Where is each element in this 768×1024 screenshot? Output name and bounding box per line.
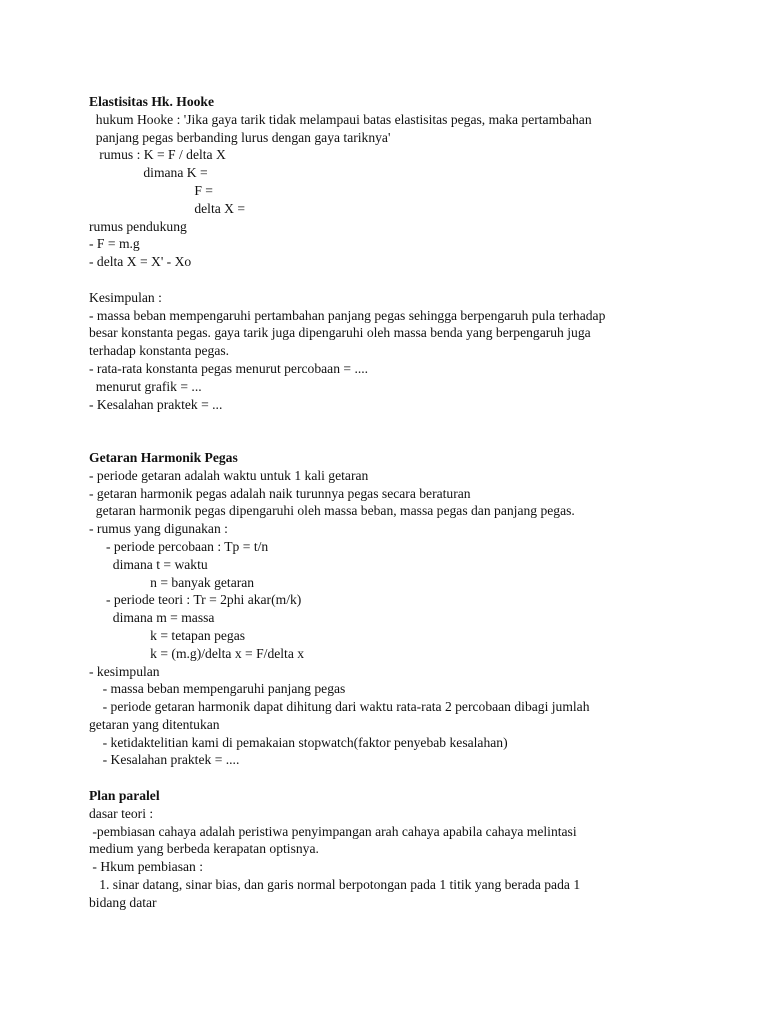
text-line: getaran yang ditentukan (89, 716, 220, 732)
text-line: delta X = (89, 200, 246, 216)
spacer (89, 431, 749, 449)
text-line: - massa beban mempengaruhi pertambahan panjang pegas sehingga berpengaruh pula terhadap (89, 307, 606, 323)
document-body (89, 93, 749, 912)
section-title-getaran: Getaran Harmonik Pegas (89, 449, 238, 465)
text-line: - periode getaran harmonik dapat dihitung dari waktu rata-rata 2 percobaan dibagi jumlah (89, 699, 590, 715)
text-line: - delta X = X' - Xo (89, 254, 192, 270)
text-line: n = banyak getaran (89, 574, 255, 590)
text-line: rumus : K = F / delta X (89, 147, 226, 163)
text-line (89, 271, 749, 289)
section-title-elastisitas: Elastisitas Hk. Hooke (89, 94, 215, 109)
text-line: - periode percobaan : Tp = t/n (89, 538, 269, 554)
text-line: Kesimpulan : (89, 289, 162, 305)
text-line: - getaran harmonik pegas adalah naik turunnya pegas secara beraturan (89, 485, 471, 501)
text-line: - Kesalahan praktek = ... (89, 396, 223, 412)
text-line: 1. sinar datang, sinar bias, dan garis normal berpotongan pada 1 titik yang berada pada 1 (89, 877, 581, 893)
spacer (89, 769, 749, 787)
text-line: - periode teori : Tr = 2phi akar(m/k) (89, 592, 302, 608)
text-line: F = (89, 182, 213, 198)
spacer (89, 413, 749, 431)
text-line: -pembiasan cahaya adalah peristiwa penyimpangan arah cahaya apabila cahaya melintasi (89, 823, 577, 839)
text-line: - ketidaktelitian kami di pemakaian stopwatch(faktor penyebab kesalahan) (89, 734, 508, 750)
text-line: - massa beban mempengaruhi panjang pegas (89, 681, 346, 697)
text-line: hukum Hooke : 'Jika gaya tarik tidak melampaui batas elastisitas pegas, maka pertambahan (89, 111, 592, 127)
text-line: dimana t = waktu (89, 556, 208, 572)
text-line: - kesimpulan (89, 663, 160, 679)
text-line: dimana K = (89, 165, 208, 181)
text-line: - periode getaran adalah waktu untuk 1 kali getaran (89, 467, 369, 483)
text-line: getaran harmonik pegas dipengaruhi oleh massa beban, massa pegas dan panjang pegas. (89, 503, 575, 519)
text-line: rumus pendukung (89, 218, 187, 234)
text-line: k = (m.g)/delta x = F/delta x (89, 645, 305, 661)
text-line: bidang datar (89, 894, 157, 910)
text-line: dimana m = massa (89, 610, 215, 626)
text-line: dasar teori : (89, 805, 154, 821)
text-line: terhadap konstanta pegas. (89, 343, 230, 359)
section-title-plan-paralel: Plan paralel (89, 788, 160, 804)
text-line: panjang pegas berbanding lurus dengan gaya tariknya' (89, 129, 391, 145)
text-line: - rumus yang digunakan : (89, 521, 228, 537)
text-line: - Hkum pembiasan : (89, 859, 204, 875)
text-line: - F = m.g (89, 236, 140, 252)
text-line: - rata-rata konstanta pegas menurut percobaan = .... (89, 360, 369, 376)
text-line: - Kesalahan praktek = .... (89, 752, 240, 768)
text-line: besar konstanta pegas. gaya tarik juga dipengaruhi oleh massa benda yang berpengaruh juga (89, 325, 591, 341)
text-line: medium yang berbeda kerapatan optisnya. (89, 841, 319, 857)
text-line: k = tetapan pegas (89, 627, 246, 643)
text-line: menurut grafik = ... (89, 378, 202, 394)
